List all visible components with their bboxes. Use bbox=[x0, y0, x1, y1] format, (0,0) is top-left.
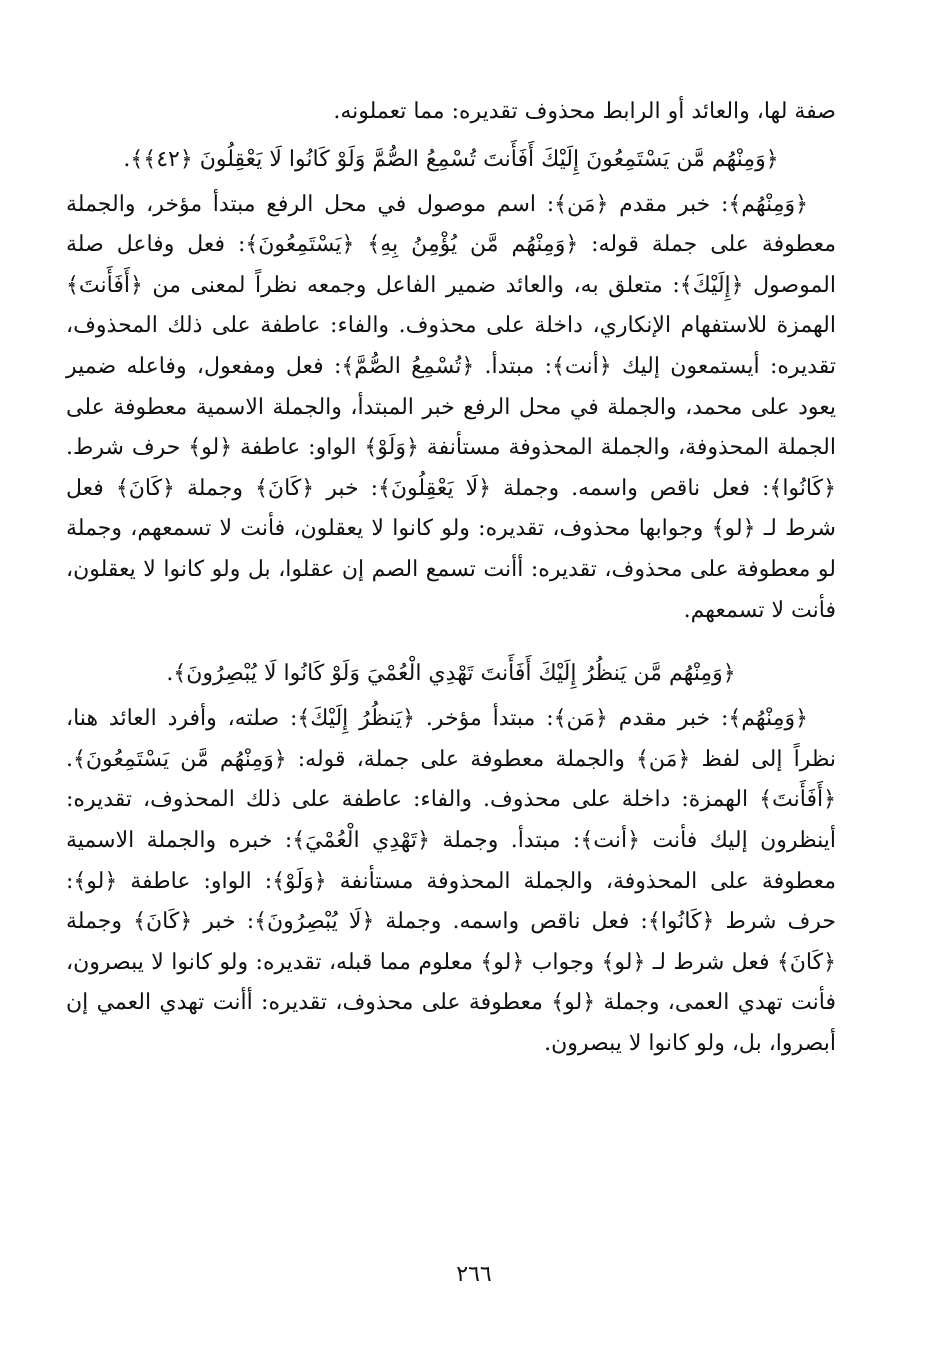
quran-verse-43: ﴿وَمِنْهُم مَّن يَنظُرُ إِلَيْكَ أَفَأَنتَ تَهْدِي الْعُمْيَ وَلَوْ كَانُوا لَا يُبْصِرُونَ﴾. bbox=[166, 661, 736, 687]
paragraph-gap bbox=[66, 631, 836, 647]
text-paragraph-1: صفة لها، والعائد أو الرابط محذوف تقديره: مما تعملونه. bbox=[333, 99, 836, 124]
text-paragraph-2: ﴿وَمِنْهُم﴾: خبر مقدم ﴿مَن﴾: اسم موصول في محل الرفع مبتدأ مؤخر، والجملة معطوفة على جملة قوله: ﴿وَمِنْهُم مَّن يُؤْمِنُ بِهِ﴾ ﴿يَسْتَمِعُونَ﴾: فعل وفاعل صلة الموصول ﴿إِلَيْكَ﴾: متعلق به، والعائد ضمير الفاعل وجمعه نظراً لمعنى من ﴿أَفَأَنتَ﴾ الهمزة للاستفهام الإنكاري، داخلة على محذوف. والفاء: عاطفة على ذلك المحذوف، تقديره: أيستمعون إليك ﴿أنت﴾: مبتدأ. ﴿تُسْمِعُ الصُّمَّ﴾: فعل ومفعول، وفاعله ضمير يعود على محمد، والجملة في محل الرفع خبر المبتدأ، والجملة الاسمية معطوفة على الجملة المحذوفة، والجملة المحذوفة مستأنفة ﴿وَلَوْ﴾ الواو: عاطفة ﴿لو﴾ حرف شرط. ﴿كَانُوا﴾: فعل ناقص واسمه. وجملة ﴿لَا يَعْقِلُونَ﴾: خبر ﴿كَانَ﴾ وجملة ﴿كَانَ﴾ فعل شرط لـ ﴿لو﴾ وجوابها محذوف، تقديره: ولو كانوا لا يعقلون، فأنت لا تسمعهم، وجملة لو معطوفة على محذوف، تقديره: أأنت تسمع الصم إن عقلوا، بل ولو كانوا لا يعقلون، فأنت لا تسمعهم. bbox=[66, 191, 837, 623]
page-number: ٢٦٦ bbox=[456, 1262, 492, 1287]
quran-verse-42: ﴿وَمِنْهُم مَّن يَسْتَمِعُونَ إِلَيْكَ أَفَأَنتَ تُسْمِعُ الصُّمَّ وَلَوْ كَانُوا لَا يَعْقِلُونَ ﴿٤٢﴾﴾. bbox=[123, 146, 779, 172]
page-body bbox=[66, 92, 836, 1064]
text-paragraph-3: ﴿وَمِنْهُم﴾: خبر مقدم ﴿مَن﴾: مبتدأ مؤخر. ﴿يَنظُرُ إِلَيْكَ﴾: صلته، وأفرد العائد هنا، نظراً إلى لفظ ﴿مَن﴾ والجملة معطوفة على جملة، قوله: ﴿وَمِنْهُم مَّن يَسْتَمِعُونَ﴾. ﴿أَفَأَنتَ﴾ الهمزة: داخلة على محذوف. والفاء: عاطفة على ذلك المحذوف، تقديره: أينظرون إليك فأنت ﴿أنت﴾: مبتدأ. وجملة ﴿تَهْدِي الْعُمْيَ﴾: خبره والجملة الاسمية معطوفة على المحذوفة، والجملة المحذوفة مستأنفة ﴿وَلَوْ﴾: الواو: عاطفة ﴿لو﴾: حرف شرط ﴿كَانُوا﴾: فعل ناقص واسمه. وجملة ﴿لَا يُبْصِرُونَ﴾: خبر ﴿كَانَ﴾ وجملة ﴿كَانَ﴾ فعل شرط لـ ﴿لو﴾ وجواب ﴿لو﴾ معلوم مما قبله، تقديره: ولو كانوا لا يبصرون، فأنت تهدي العمى، وجملة ﴿لو﴾ معطوفة على محذوف، تقديره: أأنت تهدي العمي إن أبصروا، بل، ولو كانوا لا يبصرون. bbox=[66, 706, 836, 1056]
